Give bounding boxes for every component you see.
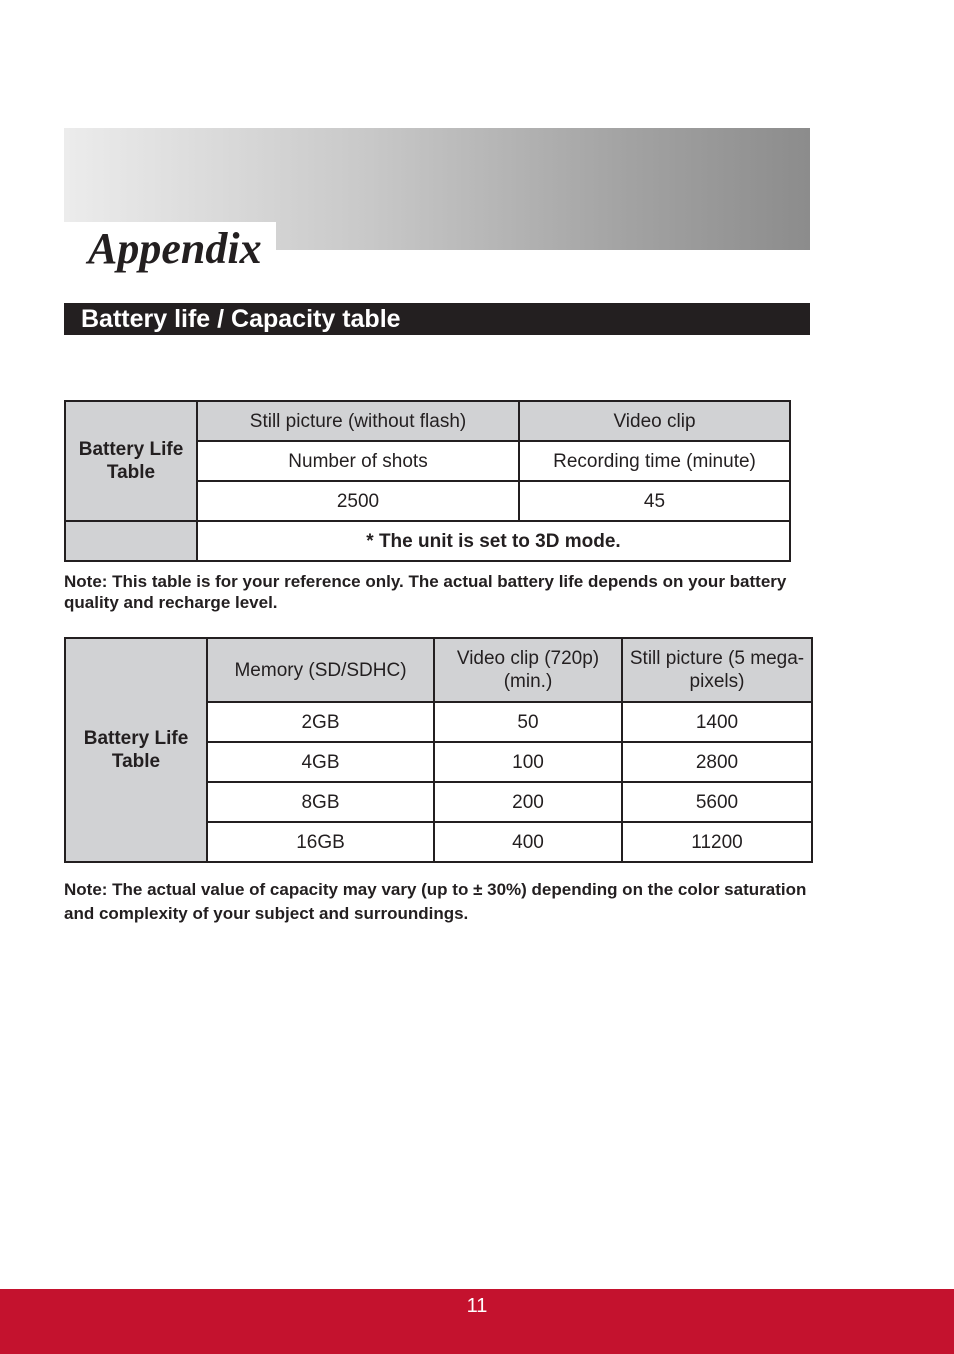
table-row-header: Battery Life Table [65,638,207,862]
battery-note: Note: This table is for your reference only. The actual battery life depends on your battery quality and recharge level. [64,572,787,612]
table-cell: 50 [434,702,622,742]
table-cell: 2800 [622,742,812,782]
table-cell: Recording time (minute) [519,441,790,481]
table-cell: 11200 [622,822,812,862]
table-cell-filler [65,521,197,561]
table-cell: 2GB [207,702,434,742]
table-cell: 8GB [207,782,434,822]
page-number: 11 [466,1295,488,1317]
column-header: Video clip (720p) (min.) [434,638,622,702]
column-header: Memory (SD/SDHC) [207,638,434,702]
table-cell: 5600 [622,782,812,822]
section-title: Battery life / Capacity table [81,305,401,333]
column-header: Still picture (5 mega-pixels) [622,638,812,702]
capacity-table [64,637,813,863]
column-header: Video clip [519,401,790,441]
table-cell: 1400 [622,702,812,742]
capacity-note: Note: The actual value of capacity may vary (up to ± 30%) depending on the color saturation and complexity of your subject and surroundings. [64,880,807,923]
battery-life-table [64,400,791,562]
table-cell: 200 [434,782,622,822]
column-header: Still picture (without flash) [197,401,519,441]
table-cell: Number of shots [197,441,519,481]
table-cell: 100 [434,742,622,782]
table-footnote: * The unit is set to 3D mode. [197,521,790,561]
table-row-header: Battery Life Table [65,401,197,521]
table-cell: 400 [434,822,622,862]
chapter-title: Appendix [88,224,262,273]
table-cell: 4GB [207,742,434,782]
table-cell: 16GB [207,822,434,862]
table-cell: 2500 [197,481,519,521]
table-cell: 45 [519,481,790,521]
